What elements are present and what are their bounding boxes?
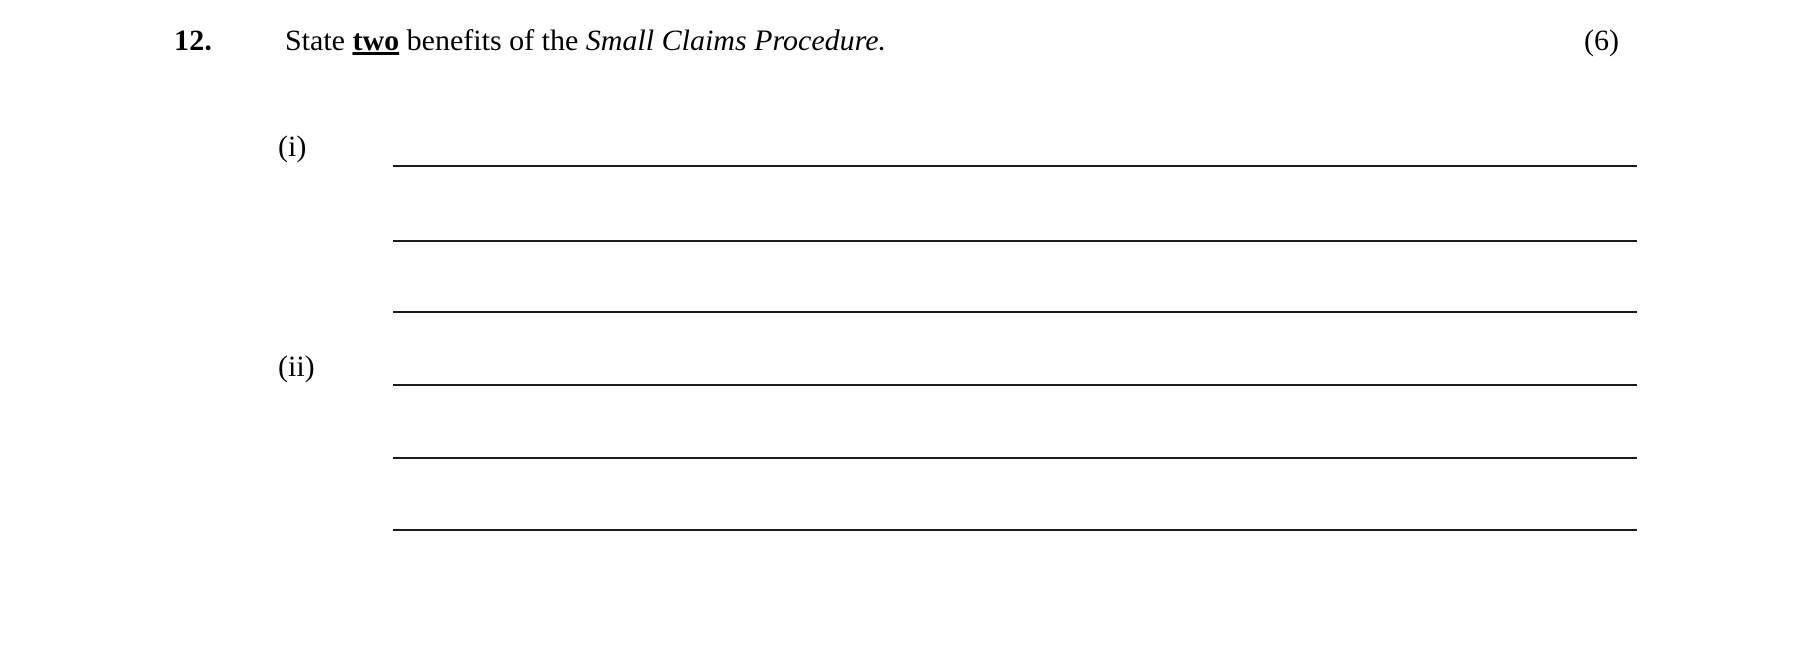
question-number: 12. xyxy=(174,24,213,57)
question-marks: (6) xyxy=(1584,24,1619,57)
answer-line[interactable] xyxy=(393,165,1637,167)
answer-line[interactable] xyxy=(393,311,1637,313)
question-text-before-bold: State xyxy=(285,24,353,57)
question-text-after-bold: benefits of the xyxy=(399,24,586,57)
answer-part-label-i: (i) xyxy=(278,130,307,163)
answer-part-label-ii: (ii) xyxy=(278,350,315,383)
answer-line[interactable] xyxy=(393,529,1637,531)
answer-line[interactable] xyxy=(393,457,1637,459)
answer-line[interactable] xyxy=(393,384,1637,386)
question-italic-phrase: Small Claims Procedure. xyxy=(585,24,887,57)
question-emphasis-two: two xyxy=(352,24,400,57)
answer-line[interactable] xyxy=(393,240,1637,242)
